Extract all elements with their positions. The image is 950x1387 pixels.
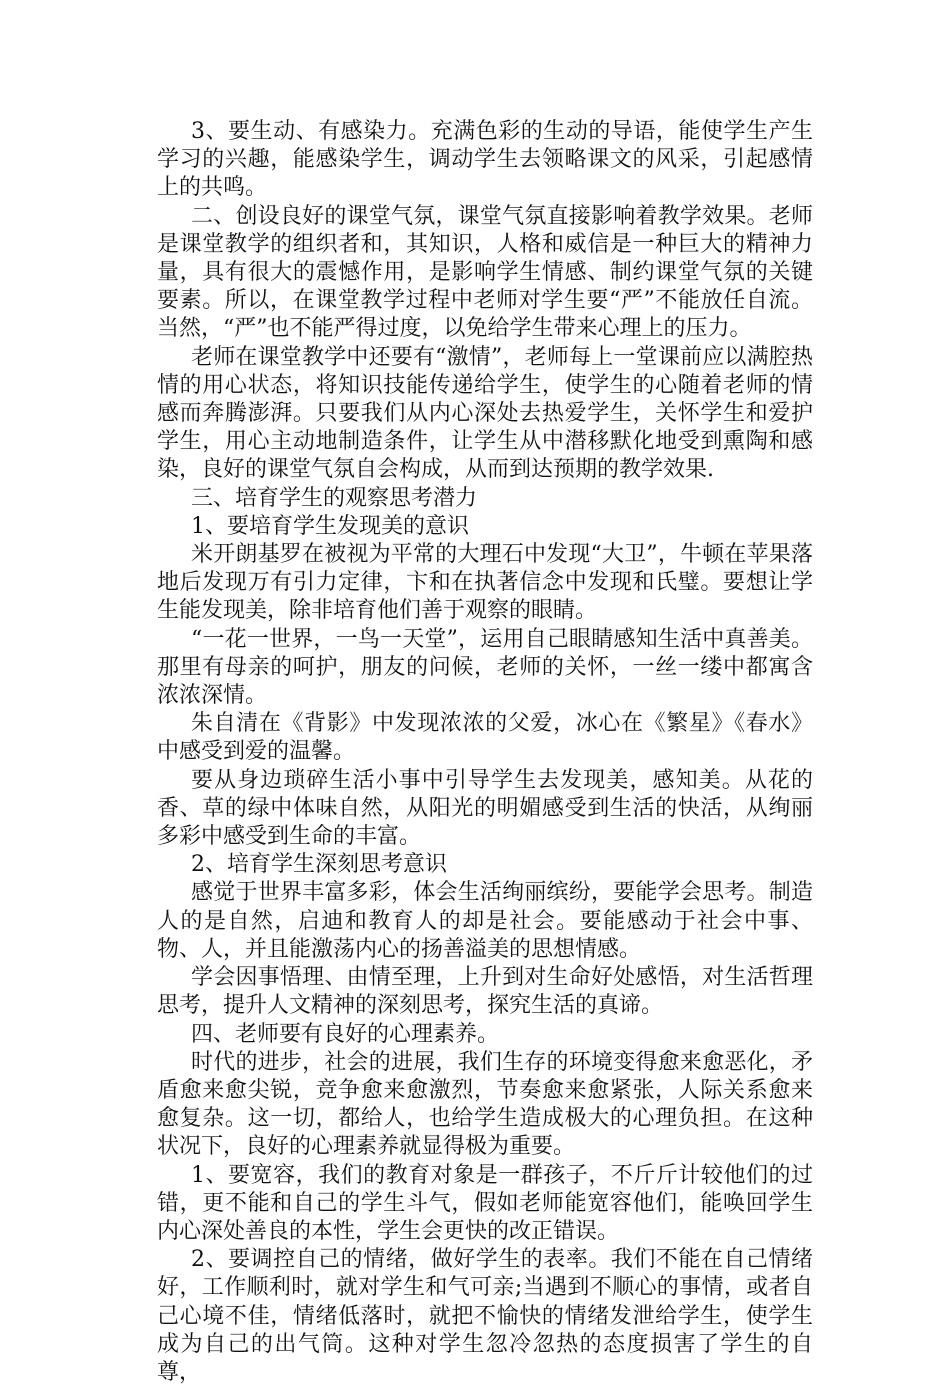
document-body [157, 118, 813, 1387]
paragraph-9: 要从身边琐碎生活小事中引导学生去发现美，感知美。从花的香、草的绿中体味自然，从阳光的明媚感受到生活的快活，从绚丽多彩中感受到生命的丰富。 [157, 767, 813, 850]
paragraph-1: 3、要生动、有感染力。充满色彩的生动的导语，能使学生产生学习的兴趣，能感染学生，调动学生去领略课文的风采，引起感情上的共鸣。 [157, 119, 813, 201]
paragraph-8: 朱自清在《背影》中发现浓浓的父爱，冰心在《繁星》《春水》中感受到爱的温馨。 [157, 711, 813, 765]
paragraph-15: 1、要宽容，我们的教育对象是一群孩子，不斤斤计较他们的过错，更不能和自己的学生斗气，假如老师能宽容他们，能唤回学生内心深处善良的本性，学生会更快的改正错误。 [157, 1162, 813, 1244]
paragraph-6: 米开朗基罗在被视为平常的大理石中发现“大卫”，牛顿在苹果落地后发现万有引力定律，卞和在执著信念中发现和氏璧。要想让学生能发现美，除非培育他们善于观察的眼睛。 [157, 542, 813, 624]
paragraph-11: 感觉于世界丰富多彩，体会生活绚丽缤纷，要能学会思考。制造人的是自然，启迪和教育人的却是社会。要能感动于社会中事、物、人，并且能激荡内心的扬善溢美的思想情感。 [157, 880, 813, 962]
paragraph-16: 2、要调控自己的情绪，做好学生的表率。我们不能在自己情绪好，工作顺利时，就对学生和气可亲;当遇到不顺心的事情，或者自己心境不佳，情绪低落时，就把不愉快的情绪发泄给学生，使学生成为自己的出气筒。这种对学生忽冷忽热的态度损害了学生的自尊， [157, 1247, 813, 1385]
paragraph-14: 时代的进步，社会的进展，我们生存的环境变得愈来愈恶化，矛盾愈来愈尖锐，竞争愈来愈激烈，节奏愈来愈紧张，人际关系愈来愈复杂。这一切，都给人，也给学生造成极大的心理负担。在这种状况下，良好的心理素养就显得极为重要。 [157, 1049, 813, 1160]
paragraph-7: “一花一世界，一鸟一天堂”，运用自己眼睛感知生活中真善美。那里有母亲的呵护，朋友的问候，老师的关怀，一丝一缕中都寓含浓浓深情。 [157, 626, 813, 709]
paragraph-3: 老师在课堂教学中还要有“激情”，老师每上一堂课前应以满腔热情的用心状态，将知识技能传递给学生，使学生的心随着老师的情感而奔腾澎湃。只要我们从内心深处去热爱学生，关怀学生和爱护学生，用心主动地制造条件，让学生从中潜移默化地受到熏陶和感染，良好的课堂气氛自会构成，从而到达预期的教学效果. [157, 344, 813, 483]
subheading-3-2: 2、培育学生深刻思考意识 [191, 852, 447, 878]
section-heading-4: 四、老师要有良好的心理素养。 [191, 1021, 500, 1047]
subheading-3-1: 1、要培育学生发现美的意识 [191, 513, 469, 539]
section-heading-3: 三、培育学生的观察思考潜力 [191, 485, 478, 511]
paragraph-2: 二、创设良好的课堂气氛，课堂气氛直接影响着教学效果。老师是课堂教学的组织者和，其知识，人格和威信是一种巨大的精神力量，具有很大的震憾作用，是影响学生情感、制约课堂气氛的关键要素。所以，在课堂教学过程中老师对学生要“严”不能放任自流。当然，“严”也不能严得过度，以免给学生带来心理上的压力。 [157, 203, 813, 342]
paragraph-12: 学会因事悟理、由情至理，上升到对生命好处感悟，对生活哲理思考，提升人文精神的深刻思考，探究生活的真谛。 [157, 965, 813, 1019]
